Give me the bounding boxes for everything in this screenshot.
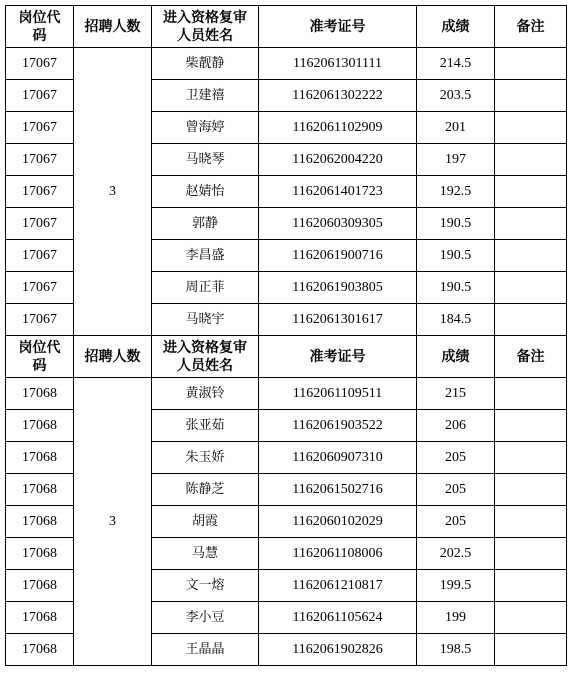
note-cell	[495, 112, 567, 144]
count-cell: 3	[74, 378, 152, 666]
score-cell: 215	[417, 378, 495, 410]
score-cell: 199.5	[417, 570, 495, 602]
note-cell	[495, 634, 567, 666]
name-cell: 张亚茹	[152, 410, 259, 442]
name-cell: 马晓宇	[152, 304, 259, 336]
note-cell	[495, 442, 567, 474]
note-cell	[495, 272, 567, 304]
note-cell	[495, 144, 567, 176]
name-cell: 曾海婷	[152, 112, 259, 144]
note-cell	[495, 378, 567, 410]
code-cell: 17068	[6, 378, 74, 410]
name-cell: 周正菲	[152, 272, 259, 304]
code-cell: 17067	[6, 208, 74, 240]
note-cell	[495, 208, 567, 240]
score-cell: 190.5	[417, 272, 495, 304]
header-code	[6, 336, 74, 378]
code-cell: 17067	[6, 80, 74, 112]
exam-id-cell: 1162061902826	[259, 634, 417, 666]
note-cell	[495, 602, 567, 634]
header-code-line2: 码	[32, 357, 47, 374]
exam-id-cell: 1162061502716	[259, 474, 417, 506]
exam-id-cell: 1162061903522	[259, 410, 417, 442]
name-cell: 赵婧怡	[152, 176, 259, 208]
score-cell: 201	[417, 112, 495, 144]
header-name-line1: 进入资格复审	[163, 339, 247, 356]
code-cell: 17068	[6, 474, 74, 506]
exam-id-cell: 1162061109511	[259, 378, 417, 410]
note-cell	[495, 538, 567, 570]
score-cell: 198.5	[417, 634, 495, 666]
score-cell: 190.5	[417, 240, 495, 272]
count-cell: 3	[74, 48, 152, 336]
exam-id-cell: 1162061102909	[259, 112, 417, 144]
note-cell	[495, 410, 567, 442]
header-exam-id: 准考证号	[259, 336, 417, 378]
note-cell	[495, 304, 567, 336]
exam-id-cell: 1162060102029	[259, 506, 417, 538]
name-cell: 卫建禧	[152, 80, 259, 112]
name-cell: 王晶晶	[152, 634, 259, 666]
score-cell: 205	[417, 506, 495, 538]
note-cell	[495, 474, 567, 506]
note-cell	[495, 176, 567, 208]
score-cell: 184.5	[417, 304, 495, 336]
exam-id-cell: 1162062004220	[259, 144, 417, 176]
exam-id-cell: 1162060309305	[259, 208, 417, 240]
exam-id-cell: 1162061401723	[259, 176, 417, 208]
header-code-line1: 岗位代	[18, 9, 61, 26]
header-name	[152, 336, 259, 378]
code-cell: 17068	[6, 538, 74, 570]
header-row	[6, 6, 567, 48]
score-cell: 205	[417, 474, 495, 506]
header-note: 备注	[495, 336, 567, 378]
note-cell	[495, 506, 567, 538]
code-cell: 17068	[6, 442, 74, 474]
score-cell: 203.5	[417, 80, 495, 112]
exam-id-cell: 1162060907310	[259, 442, 417, 474]
exam-id-cell: 1162061900716	[259, 240, 417, 272]
header-exam-id: 准考证号	[259, 6, 417, 48]
score-cell: 202.5	[417, 538, 495, 570]
name-cell: 陈静芝	[152, 474, 259, 506]
code-cell: 17067	[6, 240, 74, 272]
results-table	[5, 5, 567, 666]
code-cell: 17067	[6, 304, 74, 336]
header-note: 备注	[495, 6, 567, 48]
table-row	[6, 378, 567, 410]
score-cell: 206	[417, 410, 495, 442]
exam-id-cell: 1162061903805	[259, 272, 417, 304]
header-name	[152, 6, 259, 48]
name-cell: 黄淑铃	[152, 378, 259, 410]
code-cell: 17068	[6, 634, 74, 666]
name-cell: 马慧	[152, 538, 259, 570]
code-cell: 17067	[6, 112, 74, 144]
exam-id-cell: 1162061301111	[259, 48, 417, 80]
name-cell: 郭静	[152, 208, 259, 240]
note-cell	[495, 240, 567, 272]
score-cell: 190.5	[417, 208, 495, 240]
score-cell: 205	[417, 442, 495, 474]
exam-id-cell: 1162061105624	[259, 602, 417, 634]
header-score: 成绩	[417, 6, 495, 48]
code-cell: 17068	[6, 506, 74, 538]
code-cell: 17067	[6, 48, 74, 80]
name-cell: 文一熔	[152, 570, 259, 602]
header-code-line2: 码	[32, 27, 47, 44]
header-code	[6, 6, 74, 48]
score-cell: 214.5	[417, 48, 495, 80]
header-count: 招聘人数	[74, 6, 152, 48]
code-cell: 17067	[6, 144, 74, 176]
header-code-line1: 岗位代	[18, 339, 61, 356]
score-cell: 192.5	[417, 176, 495, 208]
code-cell: 17068	[6, 570, 74, 602]
name-cell: 柴靓静	[152, 48, 259, 80]
header-name-line2: 人员姓名	[177, 357, 233, 374]
score-cell: 199	[417, 602, 495, 634]
exam-id-cell: 1162061302222	[259, 80, 417, 112]
exam-id-cell: 1162061210817	[259, 570, 417, 602]
header-count: 招聘人数	[74, 336, 152, 378]
note-cell	[495, 80, 567, 112]
code-cell: 17068	[6, 602, 74, 634]
exam-id-cell: 1162061108006	[259, 538, 417, 570]
table-row	[6, 48, 567, 80]
note-cell	[495, 570, 567, 602]
code-cell: 17067	[6, 272, 74, 304]
note-cell	[495, 48, 567, 80]
name-cell: 马晓琴	[152, 144, 259, 176]
name-cell: 李昌盛	[152, 240, 259, 272]
exam-id-cell: 1162061301617	[259, 304, 417, 336]
name-cell: 李小豆	[152, 602, 259, 634]
code-cell: 17068	[6, 410, 74, 442]
header-row	[6, 336, 567, 378]
code-cell: 17067	[6, 176, 74, 208]
name-cell: 朱玉娇	[152, 442, 259, 474]
header-name-line2: 人员姓名	[177, 27, 233, 44]
score-cell: 197	[417, 144, 495, 176]
header-score: 成绩	[417, 336, 495, 378]
results-table-body	[6, 6, 567, 666]
header-name-line1: 进入资格复审	[163, 9, 247, 26]
name-cell: 胡霞	[152, 506, 259, 538]
